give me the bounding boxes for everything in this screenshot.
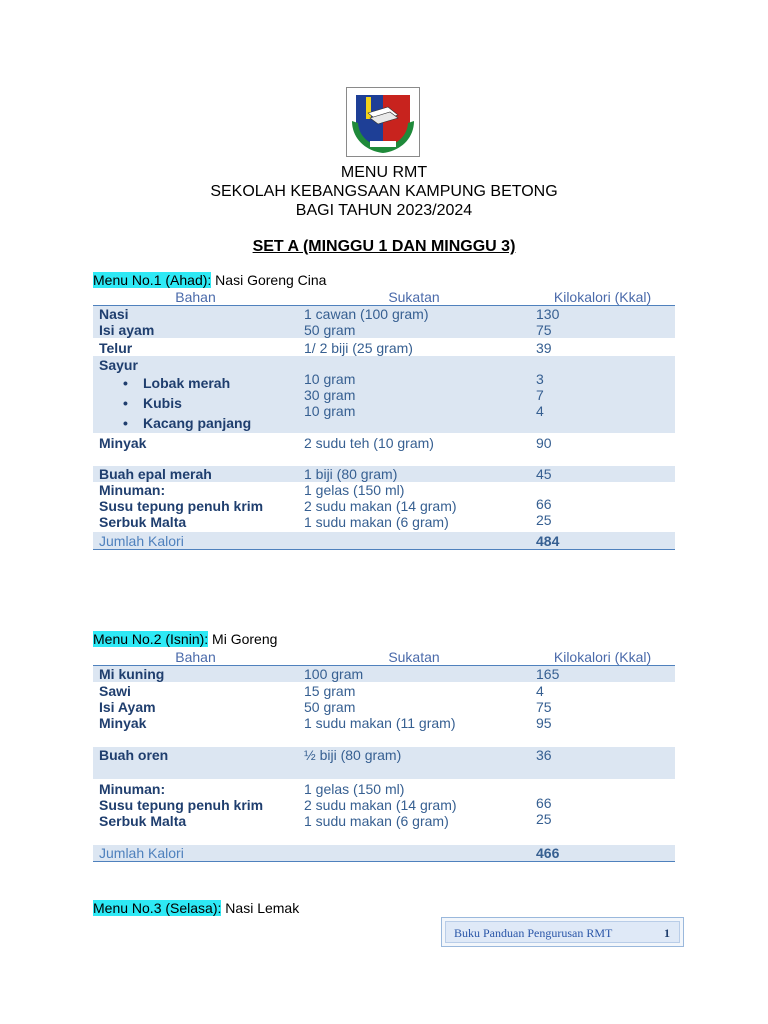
item-measure: 1 sudu makan (6 gram) [304,514,449,530]
item-kcal: 39 [536,340,552,356]
total-label: Jumlah Kalori [93,532,298,550]
item-measure: 1 gelas (150 ml) [304,781,405,797]
menu3-dish: Nasi Lemak [221,900,300,916]
menu1-title [93,272,326,289]
total-kcal: 484 [530,532,675,550]
list-item: • Kubis [125,393,292,413]
item-name: Buah epal merah [93,466,298,482]
menu1-table [93,290,675,550]
table-row [93,338,675,356]
table-row [93,482,675,532]
item-measure: ½ biji (80 gram) [298,747,530,779]
page-number: 1 [664,926,670,940]
item-measure: 2 sudu teh (10 gram) [304,435,434,451]
item-kcal: 45 [530,466,675,482]
table-row-sayur [93,356,675,433]
table-row [93,666,675,683]
total-row [93,532,675,550]
item-kcal: 95 [536,715,552,731]
item-measure: 30 gram [304,387,356,403]
table-row [93,779,675,845]
school-logo [346,87,420,157]
item-name: Susu tepung penuh krim [99,498,264,514]
item-name: Nasi [93,306,298,323]
footer-box [441,917,684,947]
footer-inner [445,921,680,943]
item-kcal: 25 [536,811,552,827]
set-title: SET A (MINGGU 1 DAN MINGGU 3) [252,238,516,255]
col-bahan: Bahan [93,650,298,666]
item-kcal: 75 [536,699,552,715]
item-name: Sawi [99,683,131,699]
menu1-dish: Nasi Goreng Cina [211,272,327,288]
menu3-title [93,900,299,917]
col-kkal: Kilokalori (Kkal) [530,650,675,666]
col-sukatan: Sukatan [298,290,530,306]
item-kcal: 25 [536,512,552,528]
item-name: Minuman: [99,482,166,498]
item-kcal: 75 [530,322,675,338]
item-name: Minyak [99,715,147,731]
item-measure: 1 gelas (150 ml) [304,482,405,498]
item-name: Minyak [99,435,147,451]
item-name: Mi kuning [93,666,298,683]
item-kcal: 4 [536,403,544,419]
item-name: Serbuk Malta [99,813,187,829]
item-measure: 1 sudu makan (11 gram) [304,715,456,731]
item-kcal: 3 [536,371,544,387]
header-school-name: SEKOLAH KEBANGSAAN KAMPUNG BETONG [210,183,558,200]
item-measure: 10 gram [304,371,356,387]
header-menu-rmt: MENU RMT [340,164,428,181]
table-row [93,747,675,779]
list-item: • Lobak merah [125,373,292,393]
item-measure: 15 gram [304,683,356,699]
item-name: Isi ayam [93,322,298,338]
list-item: • Kacang panjang [125,413,292,433]
item-kcal: 66 [536,795,552,811]
item-measure: 1 cawan (100 gram) [298,306,530,323]
menu2-dish: Mi Goreng [208,631,278,647]
item-name: Buah oren [93,747,298,779]
table-row [93,433,675,466]
table-row [93,466,675,482]
header-year: BAGI TAHUN 2023/2024 [295,202,473,219]
item-measure: 10 gram [304,403,356,419]
item-name: Isi Ayam [99,699,156,715]
item-kcal: 66 [536,496,552,512]
item-name: Minuman: [99,781,166,797]
menu2-label: Menu No.2 (Isnin): [93,631,209,647]
item-measure: 50 gram [298,322,530,338]
item-kcal: 130 [530,306,675,323]
item-measure: 100 gram [298,666,530,683]
menu2-table [93,650,675,862]
col-sukatan: Sukatan [298,650,530,666]
item-measure: 1/ 2 biji (25 gram) [304,340,413,356]
menu2-title [93,631,277,648]
table-row [93,699,675,715]
item-name: Sayur [99,357,138,373]
item-kcal: 7 [536,387,544,403]
footer-text: Buku Panduan Pengurusan RMT [454,926,613,940]
table-header-row [93,290,675,306]
table-header-row [93,650,675,666]
item-name: Serbuk Malta [99,514,187,530]
col-kkal: Kilokalori (Kkal) [530,290,675,306]
table-row [93,306,675,323]
item-measure: 1 biji (80 gram) [298,466,530,482]
table-row [93,322,675,338]
item-name: Telur [99,340,133,356]
col-bahan: Bahan [93,290,298,306]
menu1-label: Menu No.1 (Ahad): [93,272,212,288]
item-measure: 50 gram [304,699,356,715]
item-kcal: 90 [536,435,552,451]
table-row [93,682,675,699]
item-measure: 2 sudu makan (14 gram) [304,797,457,813]
item-kcal: 165 [530,666,675,683]
veg-list [99,373,292,433]
item-measure: 2 sudu makan (14 gram) [304,498,457,514]
item-measure: 1 sudu makan (6 gram) [304,813,449,829]
total-label: Jumlah Kalori [93,845,298,862]
table-row [93,715,675,747]
item-kcal: 36 [530,747,675,779]
menu3-label: Menu No.3 (Selasa): [93,900,222,916]
item-name: Susu tepung penuh krim [99,797,264,813]
total-kcal: 466 [530,845,675,862]
item-kcal: 4 [536,683,544,699]
total-row [93,845,675,862]
